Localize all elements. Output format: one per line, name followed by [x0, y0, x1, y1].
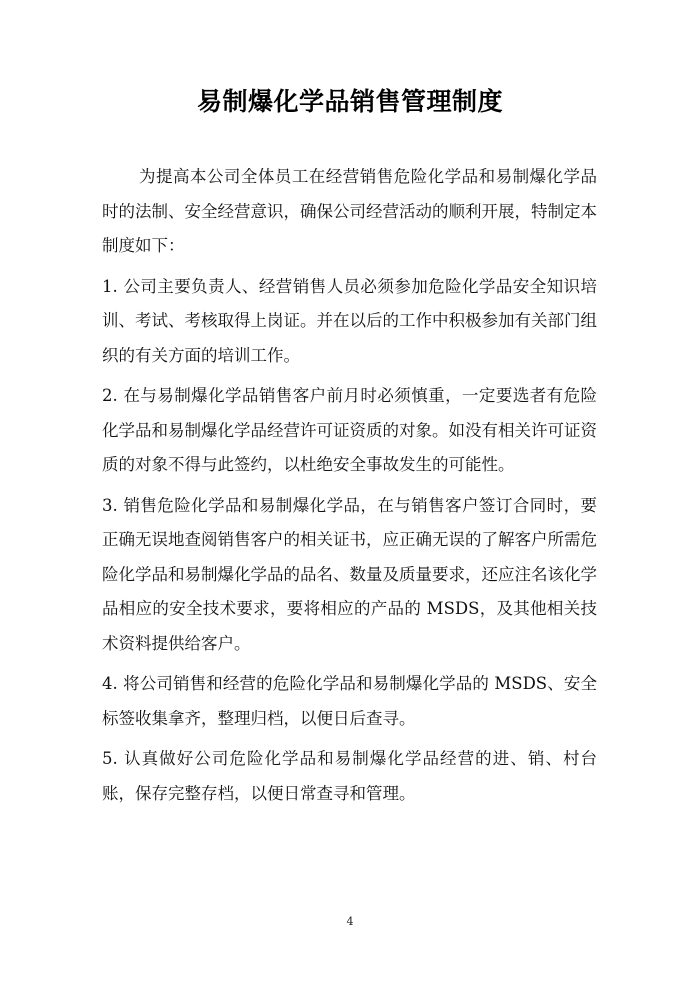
- list-item: [102, 742, 597, 811]
- item-text: 将公司销售和经营的危险化学品和易制爆化学品的 MSDS、安全标签收集拿齐，整理归档，以便日后查寻。: [102, 674, 598, 728]
- intro-paragraph: 为提高本公司全体员工在经营销售危险化学品和易制爆化学品时的法制、安全经营意识，确保公司经营活动的顺利开展，特制定本制度如下：: [102, 167, 597, 255]
- item-number: 5.: [102, 749, 118, 768]
- list-item: [102, 667, 597, 736]
- item-number: 2.: [102, 386, 118, 405]
- item-text: 在与易制爆化学品销售客户前月时必须慎重，一定要选者有危险化学品和易制爆化学品经营许可证资质的对象。如没有相关许可证资质的对象不得与此签约，以杜绝安全事故发生的可能性。: [102, 386, 598, 474]
- item-text: 公司主要负责人、经营销售人员必须参加危险化学品安全知识培训、考试、考核取得上岗证。并在以后的工作中积极参加有关部门组织的有关方面的培训工作。: [102, 276, 598, 365]
- item-number: 4.: [102, 674, 118, 693]
- document-title: 易制爆化学品销售管理制度: [196, 87, 503, 116]
- item-number: 3.: [102, 495, 118, 515]
- page-number: 4: [346, 915, 354, 928]
- document-body: [102, 160, 597, 811]
- item-text: 认真做好公司危险化学品和易制爆化学品经营的进、销、村台账，保存完整存档，以便日常查寻和管理。: [102, 749, 598, 803]
- item-text: 销售危险化学品和易制爆化学品，在与销售客户签订合同时，要正确无误地查阅销售客户的相关证书，应正确无误的了解客户所需危险化学品和易制爆化学品的品名、数量及质量要求，还应注名该化学品相应的安全技术要求，要将相应的产品的 MSDS，及其他相关技术资料提供给客户。: [102, 495, 598, 653]
- list-item: [102, 379, 597, 483]
- list-item: [102, 270, 597, 374]
- item-number: 1.: [102, 276, 118, 296]
- list-item: [102, 489, 597, 662]
